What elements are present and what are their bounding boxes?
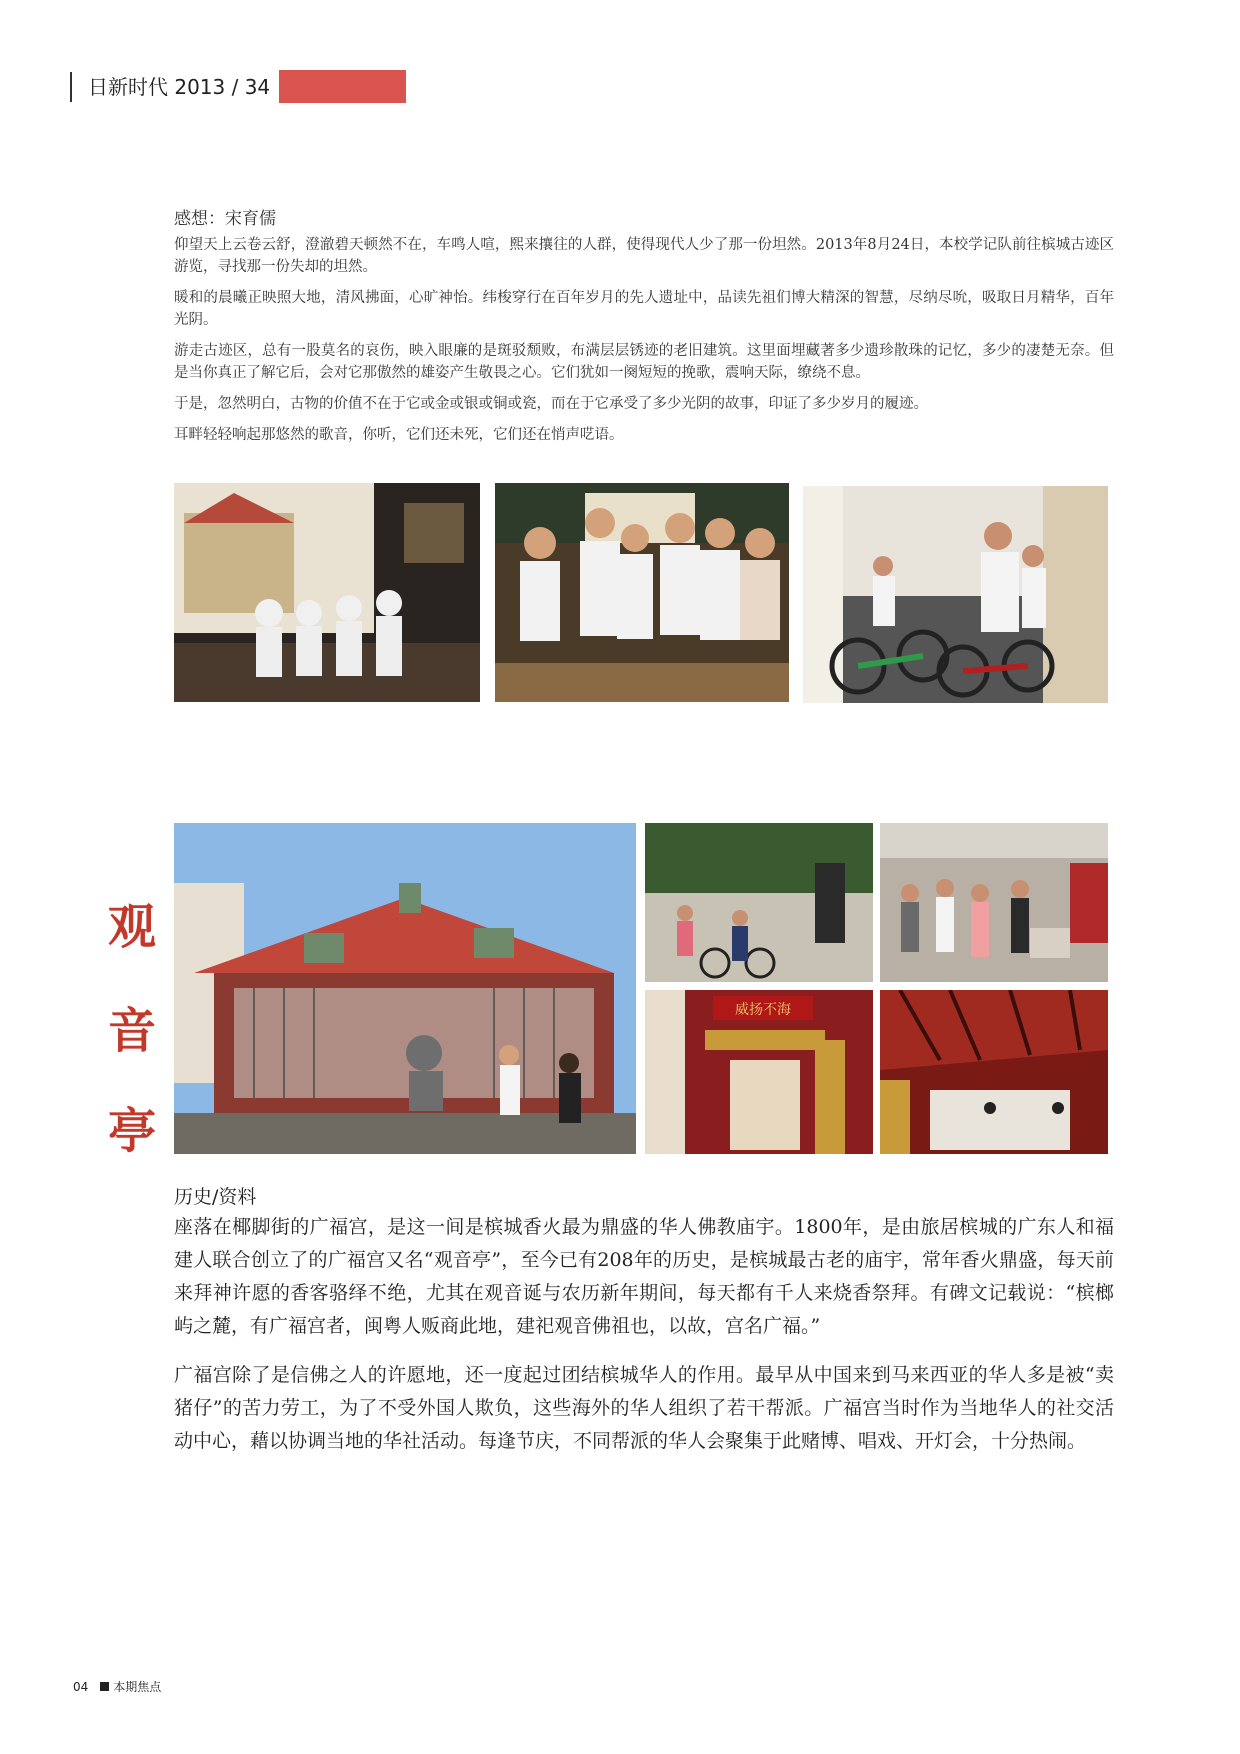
photo-temple-exterior <box>174 823 636 1154</box>
essay-paragraph: 暖和的晨曦正映照大地，清风拂面，心旷神怡。纬梭穿行在百年岁月的先人遗址中，品读先祖们博大精深的智慧，尽纳尽吮，吸取日月精华，百年光阴。 <box>174 290 1114 328</box>
section-title-char: 观 <box>107 899 156 955</box>
essay-heading: 感想：宋育儒 <box>174 209 276 229</box>
essay-paragraph: 于是，忽然明白，古物的价值不在于它或金或银或铜或瓷，而在于它承受了多少光阴的故事，印证了多少岁月的履迹。 <box>174 396 928 412</box>
history-paragraph: 广福宫除了是信佛之人的许愿地，还一度起过团结槟城华人的作用。最早从中国来到马来西亚的华人多是被“卖猪仔”的苦力劳工，为了不受外国人欺负，这些海外的华人组织了若干帮派。广福宫当时作为当地华人的社交活动中心，藉以协调当地的华社活动。每逢节庆，不同帮派的华人会聚集于此赌博、唱戏、开灯会，十分热闹。 <box>174 1364 1114 1452</box>
header-rule <box>70 72 72 102</box>
footer-section-name: 本期焦点 <box>113 1680 162 1694</box>
header-accent-block <box>279 70 406 103</box>
essay-paragraph: 仰望天上云卷云舒，澄澈碧天顿然不在，车鸣人喧，熙来攘往的人群，使得现代人少了那一份坦然。2013年8月24日，本校学记队前往槟城古迹区游览，寻找那一份失却的坦然。 <box>174 237 1114 275</box>
history-section <box>174 1183 1114 1474</box>
page-footer <box>73 1678 161 1695</box>
photo-bicycles-alley <box>803 486 1108 703</box>
essay-paragraph: 游走古迹区，总有一股莫名的哀伤，映入眼廉的是斑驳颓败，布满层层锈迹的老旧建筑。这里面埋藏著多少遗珍散珠的记忆，多少的凄楚无奈。但是当你真正了解它后，会对它那傲然的雄姿产生敬畏之心。它们犹如一阕短短的挽歌，震响天际，缭绕不息。 <box>174 343 1114 381</box>
photo-temple-entrance <box>645 990 873 1154</box>
essay-section <box>174 206 1114 455</box>
square-bullet-icon <box>100 1682 109 1691</box>
history-paragraph: 座落在椰脚街的广福宫，是这一间是槟城香火最为鼎盛的华人佛教庙宇。1800年，是由旅居槟城的广东人和福建人联合创立了的广福宫又名“观音亭”，至今已有208年的历史，是槟城最古老的庙宇，常年香火鼎盛，每天前来拜神许愿的香客骆绎不绝，尤其在观音诞与农历新年期间，每天都有千人来烧香祭拜。有碑文记载说：“槟榔屿之麓，有广福宫者，闽粤人贩商此地，建祀观音佛祖也，以故，宫名广福。” <box>174 1216 1114 1337</box>
history-heading: 历史/资料 <box>174 1186 257 1208</box>
temple-signboard: 威扬不海 <box>735 1002 791 1018</box>
issue-title: 日新时代 2013 / 34 <box>88 75 271 99</box>
photo-temple-interior <box>880 990 1108 1154</box>
essay-paragraph: 耳畔轻轻响起那悠然的歌音，你听，它们还未死，它们还在悄声呓语。 <box>174 427 624 443</box>
section-title-char: 亭 <box>107 1103 156 1159</box>
page-number: 04 <box>73 1680 89 1694</box>
photo-temple-crowd <box>880 823 1108 982</box>
section-title-char: 音 <box>107 1003 156 1059</box>
photo-museum-group <box>174 483 480 702</box>
photo-temple-courtyard <box>645 823 873 982</box>
photo-students-group <box>495 483 789 702</box>
